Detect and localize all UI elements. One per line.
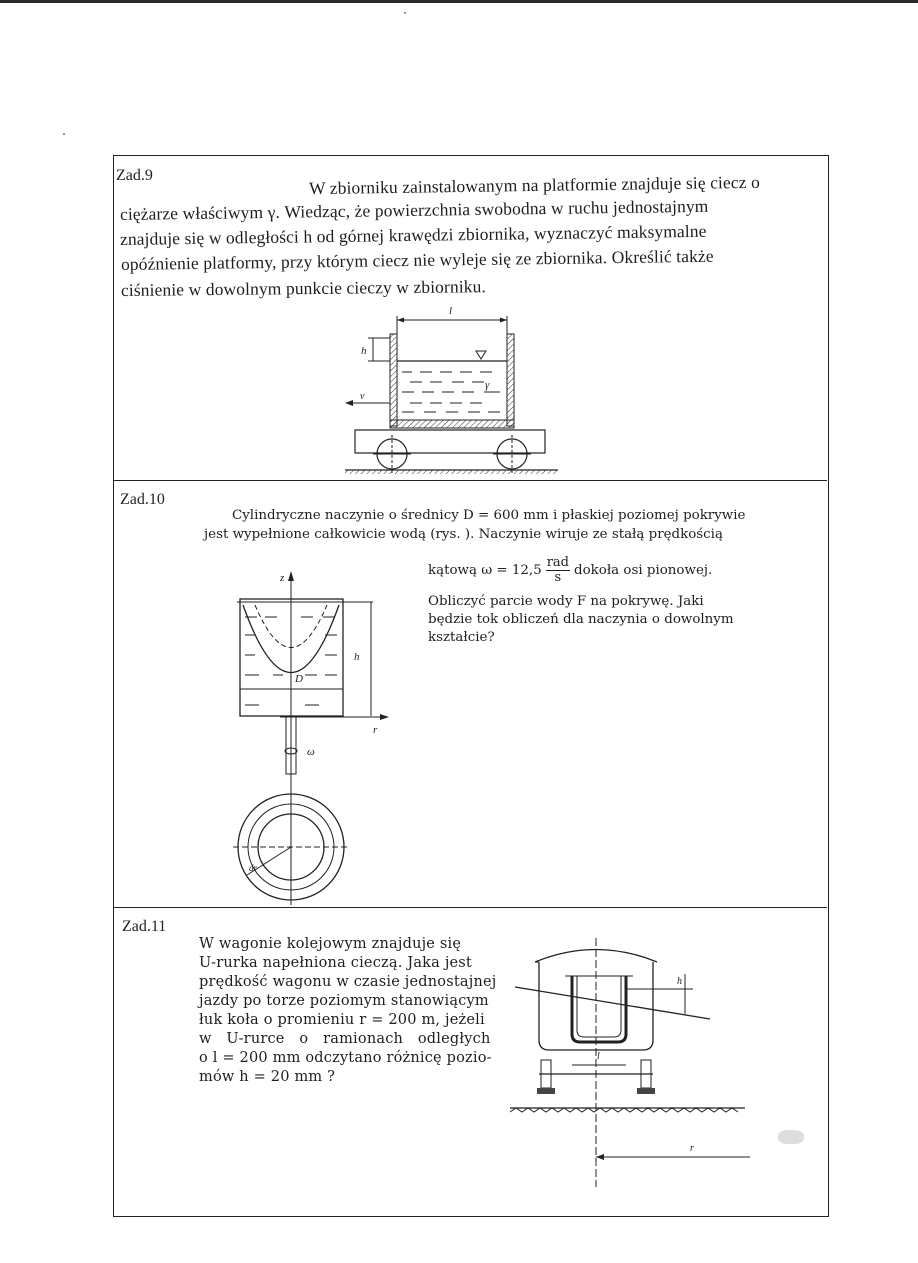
- problem-9-line: opóźnienie platformy, przy którym ciecz nie wyleje się ze zbiornika. Określić także: [120, 245, 714, 274]
- problem-9-line: W zbiorniku zainstalowanym na platformie znajduje się ciecz o: [308, 171, 761, 199]
- height-h-label: h: [354, 651, 360, 663]
- fraction-numerator: rad: [546, 555, 570, 570]
- dimension-h-label: h: [677, 976, 682, 987]
- problem-10-label: Zad.10: [120, 491, 165, 508]
- problem-10-omega-line: [428, 556, 712, 586]
- gamma-label: γ: [485, 379, 490, 391]
- problem-11-line: W wagonie kolejowym znajduje się: [199, 936, 462, 952]
- section-divider: [113, 907, 827, 908]
- problem-10-line: kształcie?: [428, 630, 495, 645]
- problem-9-label: Zad.9: [116, 167, 153, 184]
- problem-11-line: w U-rurce o ramionach odległych: [199, 1031, 491, 1047]
- problem-10-line: Obliczyć parcie wody F na pokrywę. Jaki: [428, 594, 704, 609]
- dimension-h-label: h: [361, 345, 367, 357]
- problem-11-line: U-rurka napełniona cieczą. Jaka jest: [199, 955, 472, 971]
- omega-unit-fraction: [546, 556, 570, 585]
- rotating-cylinder-figure: [225, 565, 395, 905]
- problem-11-line: jazdy po torze poziomym stanowiącym: [199, 993, 489, 1009]
- tank-on-platform-figure: [340, 305, 565, 480]
- omega-text-after: dokoła osi pionowej.: [574, 563, 713, 578]
- problem-11-line: łuk koła o promieniu r = 200 m, jeżeli: [199, 1012, 485, 1028]
- scan-speck: [404, 12, 406, 14]
- omega-text: kątową ω = 12,5: [428, 563, 542, 578]
- scan-edge: [0, 0, 918, 3]
- problem-11-line: prędkość wagonu w czasie jednostajnej: [199, 974, 497, 990]
- axis-z-label: z: [280, 572, 285, 584]
- dr-label: dr: [249, 863, 258, 873]
- dimension-l-label: l: [449, 305, 453, 317]
- scan-speck: [63, 133, 65, 135]
- problem-10-line: Cylindryczne naczynie o średnicy D = 600 mm i płaskiej poziomej pokrywie: [232, 508, 746, 523]
- problem-9-line: ciężarze właściwym γ. Wiedząc, że powierzchnia swobodna w ruchu jednostajnym: [119, 195, 709, 224]
- problem-11-line: mów h = 20 mm ?: [199, 1069, 336, 1085]
- problem-9-line: ciśnienie w dowolnym punkcie cieczy w zbiorniku.: [120, 276, 487, 300]
- axis-r-label: r: [373, 724, 378, 736]
- wagon-u-tube-figure: [505, 932, 755, 1192]
- problem-11-line: o l = 200 mm odczytano różnicę pozio-: [199, 1050, 492, 1066]
- radius-r-label: r: [690, 1143, 694, 1154]
- velocity-label: v: [360, 391, 365, 402]
- fraction-denominator: s: [554, 570, 562, 585]
- problem-10-line: jest wypełnione całkowicie wodą (rys. ). Naczynie wiruje ze stałą prędkością: [204, 527, 723, 542]
- section-divider: [113, 480, 827, 481]
- diameter-D-label: D: [295, 673, 303, 685]
- problem-11-label: Zad.11: [122, 918, 167, 935]
- problem-9-line: znajduje się w odległości h od górnej krawędzi zbiornika, wyznaczyć maksymalne: [119, 220, 707, 249]
- dimension-l-label: l: [597, 1051, 600, 1062]
- problem-10-line: będzie tok obliczeń dla naczynia o dowolnym: [428, 612, 734, 627]
- omega-label: ω: [307, 746, 315, 758]
